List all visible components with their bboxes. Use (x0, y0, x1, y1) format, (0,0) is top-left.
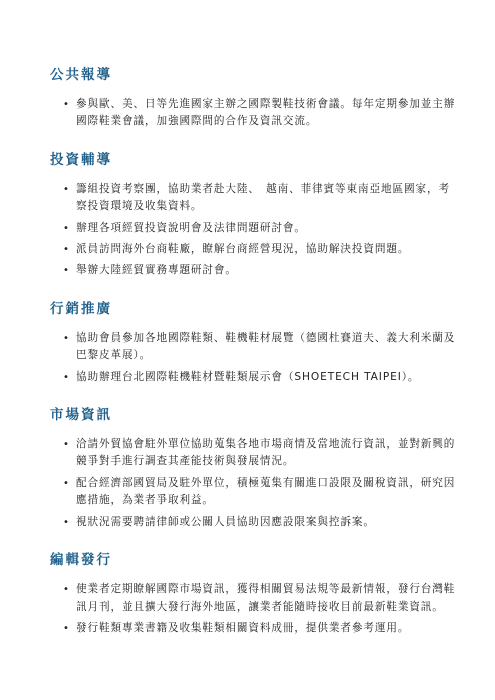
list-item-text: 發行鞋類專業書籍及收集鞋類相關資料成冊，提供業者參考運用。 (76, 621, 410, 634)
list-item (63, 369, 459, 386)
list-item-text: 配合經濟部國貿局及駐外單位，積極蒐集有關進口設限及關稅資訊，研究因應措施，為業者爭取利益。 (76, 476, 456, 507)
bullet-icon: • (63, 222, 70, 234)
list-item-text: 使業者定期瞭解國際市場資訊，獲得相關貿易法規等最新情報，發行台灣鞋訊月刊，並且擴大發行海外地區，讓業者能隨時接收目前最新鞋業資訊。 (76, 583, 456, 613)
bullet-icon: • (63, 332, 70, 344)
list-item (63, 241, 459, 258)
list-item-text: 協助會員參加各地國際鞋類、鞋機鞋材展覽（德國杜賽道夫、義大利米蘭及巴黎皮革展）。 (76, 331, 456, 362)
bullet-icon: • (63, 183, 70, 195)
list-item-text: 派員訪問海外台商鞋廠，瞭解台商經營現況，協助解決投資問題。 (76, 243, 410, 256)
bullet-list (50, 436, 459, 531)
list-item-text: 辦理各項經貿投資說明會及法律問題研討會。 (76, 221, 306, 234)
section-title: 編輯發行 (50, 552, 112, 569)
bullet-list (50, 330, 459, 386)
section-title: 公共報導 (50, 67, 112, 83)
list-item (63, 330, 459, 365)
list-item-text: 協助辦理台北國際鞋機鞋材暨鞋類展示會（SHOETECH TAIPEI）。 (76, 370, 420, 383)
list-item (63, 581, 459, 616)
section-marketing-promotion (50, 300, 459, 386)
list-item-text: 視狀況需要聘請律師或公關人員協助因應設限案與控訴案。 (76, 515, 375, 528)
list-item (63, 514, 459, 531)
list-item (63, 181, 459, 216)
list-item-text: 參與歐、美、日等先進國家主辦之國際製鞋技術會議。每年定期參加並主辦國際鞋業會議，加強國際間的合作及資訊交流。 (76, 98, 456, 128)
bullet-icon: • (63, 99, 70, 110)
bullet-icon: • (63, 516, 70, 528)
list-item (63, 436, 459, 471)
bullet-list (50, 96, 459, 131)
bullet-icon: • (63, 265, 70, 277)
list-item-text: 舉辦大陸經貿實務專題研討會。 (76, 264, 237, 277)
bullet-icon: • (63, 584, 70, 596)
list-item (63, 262, 459, 279)
section-title: 行銷推廣 (50, 300, 112, 317)
section-title: 投資輔導 (50, 151, 112, 168)
list-item-text: 籌組投資考察團，協助業者赴大陸、 越南、菲律賓等東南亞地區國家，考察投資環境及收集資料。 (76, 182, 450, 213)
bullet-icon: • (63, 244, 70, 256)
section-public-report (50, 66, 459, 131)
bullet-icon: • (63, 371, 70, 383)
bullet-list (50, 181, 459, 280)
section-investment-guidance (50, 151, 459, 280)
section-market-information (50, 406, 459, 531)
list-item (63, 475, 459, 510)
list-item-text: 洽請外貿協會駐外單位協助蒐集各地市場商情及當地流行資訊，並對新興的競爭對手進行調查其產能技術與發展情況。 (76, 438, 456, 468)
bullet-list (50, 581, 459, 637)
list-item (63, 96, 459, 131)
bullet-icon: • (63, 439, 70, 451)
list-item (63, 620, 459, 637)
section-title: 市場資訊 (50, 407, 112, 424)
bullet-icon: • (63, 477, 70, 489)
list-item (63, 220, 459, 237)
bullet-icon: • (63, 622, 70, 634)
section-editing-publishing (50, 551, 459, 637)
